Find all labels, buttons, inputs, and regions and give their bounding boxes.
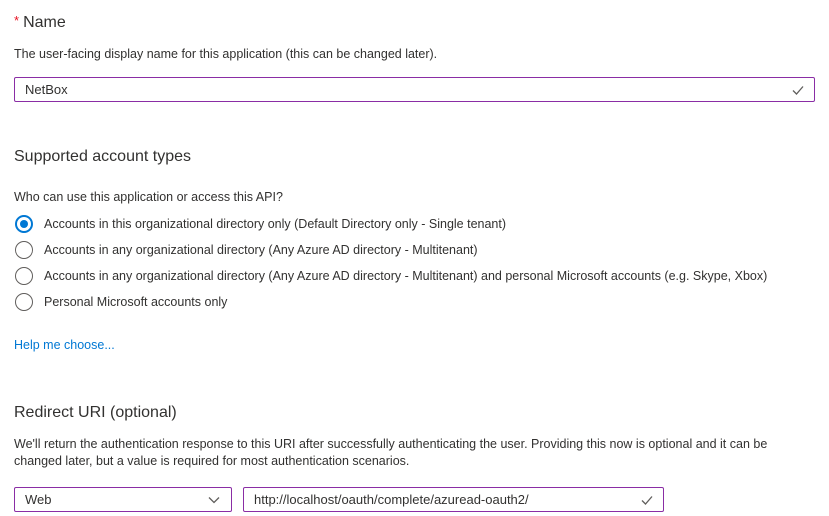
radio-button-icon[interactable]: [15, 241, 33, 259]
account-types-title: Supported account types: [14, 148, 192, 165]
name-description: The user-facing display name for this application (this can be changed later).: [14, 47, 438, 61]
radio-button-icon[interactable]: [15, 267, 33, 285]
required-asterisk: *: [14, 13, 20, 28]
radio-option-label: Accounts in this organizational directory only (Default Directory only - Single tenant): [44, 217, 507, 231]
redirect-uri-input[interactable]: [243, 487, 664, 512]
name-input[interactable]: [14, 77, 815, 102]
radio-option-multitenant[interactable]: [15, 237, 815, 263]
platform-select[interactable]: [14, 487, 232, 512]
redirect-uri-input-wrap: [243, 487, 664, 512]
account-type-radio-group: [14, 211, 815, 315]
chevron-down-icon: [206, 492, 222, 508]
redirect-uri-description: We'll return the authentication response to this URI after successfully authenticating the user. Providing this now is optional and it can be changed later, but a value is required for most authentication scenarios.: [14, 437, 768, 468]
account-types-question: Who can use this application or access this API?: [14, 190, 283, 204]
radio-option-multitenant-personal[interactable]: [15, 263, 815, 289]
redirect-uri-controls: [14, 487, 815, 512]
name-section: [14, 10, 815, 102]
redirect-uri-title: Redirect URI (optional): [14, 404, 177, 421]
radio-option-personal-only[interactable]: [15, 289, 815, 315]
radio-option-single-tenant[interactable]: [15, 211, 815, 237]
redirect-uri-section: [14, 402, 815, 512]
name-section-title: [14, 10, 815, 33]
platform-select-value: Web: [25, 492, 52, 507]
radio-option-label: Accounts in any organizational directory (Any Azure AD directory - Multitenant): [44, 243, 478, 257]
radio-button-icon[interactable]: [15, 215, 33, 233]
radio-option-label: Accounts in any organizational directory (Any Azure AD directory - Multitenant) and personal Microsoft accounts (e.g. Skype, Xbox): [44, 269, 768, 283]
help-me-choose-link[interactable]: Help me choose...: [14, 338, 115, 352]
name-section-title-text: Name: [23, 14, 66, 31]
radio-button-icon[interactable]: [15, 293, 33, 311]
name-input-wrap: [14, 77, 815, 102]
radio-option-label: Personal Microsoft accounts only: [44, 295, 228, 309]
supported-account-types-section: [14, 146, 815, 354]
